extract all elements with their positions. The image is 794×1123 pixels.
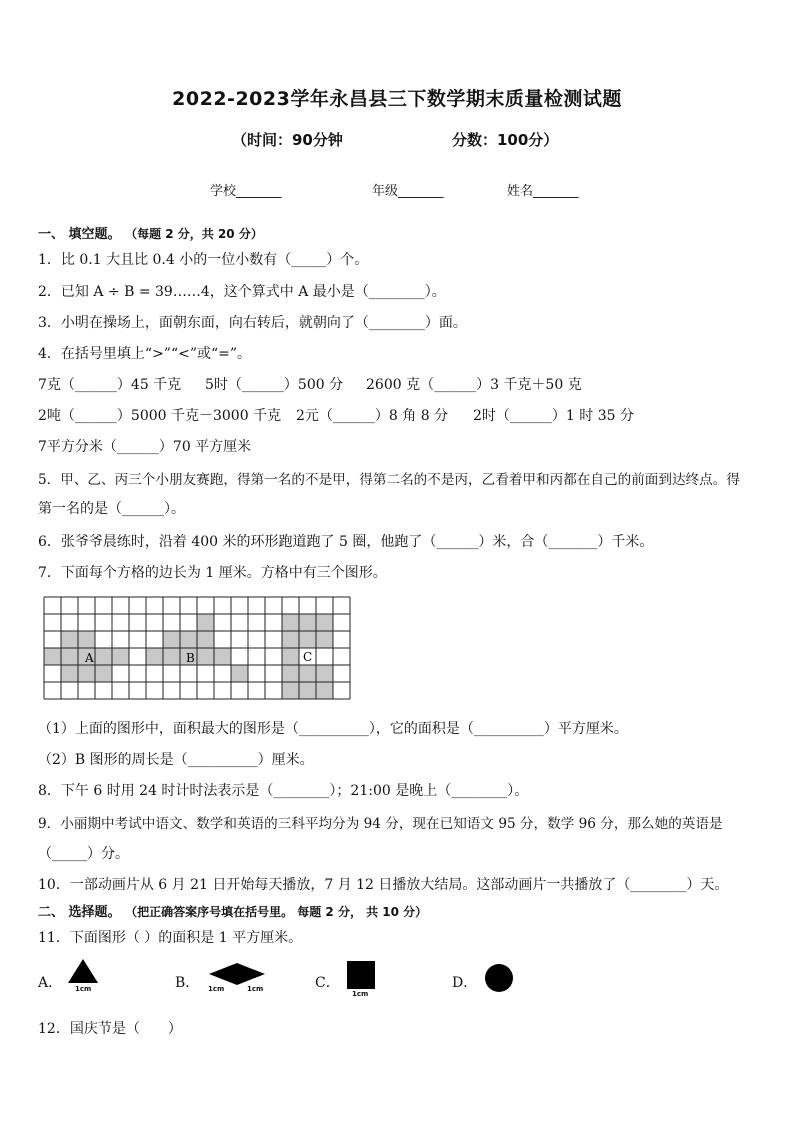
shaded-cell [197,648,214,665]
question-4-f: 2时（______）1 时 35 分 [473,408,634,424]
shaded-cell [61,631,78,648]
shaded-cell [282,648,299,665]
shaded-cell [316,614,333,631]
shape-a-label: A [85,651,94,665]
shaded-cell [231,665,248,682]
exam-title: 2022-2023学年永昌县三下数学期末质量检测试题 [172,88,622,110]
section1-note: （每题 2 分，共 20 分） [125,227,263,241]
shaded-cell [316,631,333,648]
exam-score: 分数：100分） [452,131,559,149]
rhombus-shape-icon [208,962,266,986]
exam-time: （时间：90分钟 [232,131,343,149]
option-c-label: C． [315,975,340,991]
question-11: 11．下面图形（ ）的面积是 1 平方厘米。 [38,930,303,946]
question-4: 4．在括号里填上“>”“<”或“=”。 [38,346,252,362]
shaded-cell [282,682,299,699]
shaded-cell [44,648,61,665]
shaded-cell [299,682,316,699]
square-grid-figure [43,596,355,702]
shape-c-label: C [303,650,313,664]
shaded-cell [197,614,214,631]
shaded-cell [95,665,112,682]
question-1: 1．比 0.1 大且比 0.4 小的一位小数有（_____）个。 [38,252,369,268]
question-2: 2．已知 A ÷ B = 39……4，这个算式中 A 最小是（________）。 [38,284,446,300]
question-4-a: 7克（______）45 千克 [38,377,182,393]
shaded-cell [299,614,316,631]
section2-title: 二、 选择题。 [38,905,121,920]
shaded-cell [78,631,95,648]
question-4-g: 7平方分米（______）70 平方厘米 [38,439,252,455]
option-b-unit-left: 1cm [208,985,225,993]
shaded-cell [61,665,78,682]
question-4-e: 2元（______）8 角 8 分 [296,408,449,424]
question-7-1: （1）上面的图形中，面积最大的图形是（__________），它的面积是（__________）平方厘米。 [38,721,628,737]
question-6: 6．张爷爷晨练时，沿着 400 米的环形跑道跑了 5 圈，他跑了（______）米，合（_______）千米。 [38,534,654,550]
section1-title: 一、 填空题。 [38,227,121,242]
shaded-cell [299,631,316,648]
question-5-line1: 5．甲、乙、丙三个小朋友赛跑，得第一名的不是甲，得第二名的不是丙，乙看着甲和丙都在自己的前面到达终点。得 [38,472,740,488]
question-9-line1: 9．小丽期中考试中语文、数学和英语的三科平均分为 94 分，现在已知语文 95 分，数学 96 分，那么她的英语是 [38,816,723,832]
shaded-cell [163,648,180,665]
option-d-label: D． [452,975,478,991]
shaded-cell [282,665,299,682]
shaded-cell [163,631,180,648]
section2-heading [38,901,427,920]
option-b-unit-right: 1cm [247,985,264,993]
shaded-cell [316,665,333,682]
question-8: 8．下午 6 时用 24 时计时法表示是（________）；21:00 是晚上（________）。 [38,783,529,799]
question-4-b: 5时（______）500 分 [205,377,344,393]
shaded-cell [61,648,78,665]
question-4-c: 2600 克（______）3 千克＋50 克 [366,377,582,393]
question-4-d: 2吨（______）5000 千克－3000 千克 [38,408,282,424]
square-shape-icon [346,960,376,990]
shaded-cell [95,648,112,665]
question-10: 10．一部动画片从 6 月 21 日开始每天播放，7 月 12 日播放大结局。这部动画片一共播放了（________）天。 [38,877,729,893]
shaded-cell [180,631,197,648]
name-field: 姓名_______ [507,184,579,199]
section2-note: （把正确答案序号填在括号里。 每题 2 分， 共 10 分） [125,905,428,919]
shaded-cell [112,648,129,665]
shaded-cell [146,648,163,665]
shaded-cell [78,665,95,682]
question-7-2: （2）B 图形的周长是（__________）厘米。 [38,752,314,768]
option-c-unit: 1cm [352,990,369,998]
shaded-cell [214,648,231,665]
question-12: 12．国庆节是（ ） [38,1021,182,1037]
shaded-cell [316,682,333,699]
shape-b-label: B [186,651,195,665]
option-b-label: B． [175,975,200,991]
option-a-unit: 1cm [75,985,92,993]
school-field: 学校_______ [210,184,282,199]
shaded-cell [282,614,299,631]
question-9-line2: （_____）分。 [38,846,129,862]
section1-heading [38,223,263,242]
option-a-label: A． [38,975,63,991]
question-3: 3．小明在操场上，面朝东面，向右转后，就朝向了（________）面。 [38,315,467,331]
grade-field: 年级_______ [372,184,444,199]
question-7: 7．下面每个方格的边长为 1 厘米。方格中有三个图形。 [38,565,387,581]
shaded-cell [299,665,316,682]
circle-shape-icon [483,962,515,994]
shaded-cell [197,631,214,648]
question-5-line2: 第一名的是（______）。 [38,501,185,517]
shaded-cell [282,631,299,648]
